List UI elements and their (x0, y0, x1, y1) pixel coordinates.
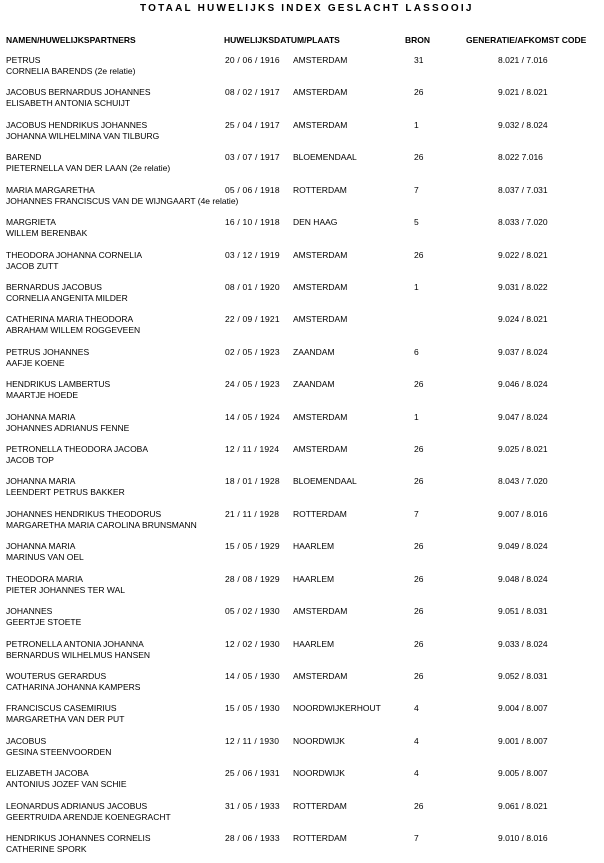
spouse-name: THEODORA JOHANNA CORNELIA (6, 250, 143, 260)
partner-name: ABRAHAM WILLEM ROGGEVEEN (6, 325, 141, 335)
record-row (0, 55, 604, 85)
source-number: 1 (414, 412, 419, 422)
generation-code: 8.037 / 7.031 (498, 185, 548, 195)
generation-code: 9.052 / 8.031 (498, 671, 548, 681)
record-row (0, 833, 604, 863)
source-number: 4 (414, 703, 419, 713)
source-number: 4 (414, 736, 419, 746)
marriage-place: ROTTERDAM (293, 509, 347, 519)
spouse-name: HENDRIKUS LAMBERTUS (6, 379, 111, 389)
marriage-date: 14 / 05 / 1924 (225, 412, 280, 422)
source-number: 26 (414, 541, 424, 551)
partner-name: BERNARDUS WILHELMUS HANSEN (6, 650, 151, 660)
marriage-place: ROTTERDAM (293, 801, 347, 811)
marriage-date: 12 / 02 / 1930 (225, 639, 280, 649)
marriage-date: 15 / 05 / 1929 (225, 541, 280, 551)
source-number: 26 (414, 606, 424, 616)
partner-name: PIETERNELLA VAN DER LAAN (2e relatie) (6, 163, 171, 173)
marriage-date: 02 / 05 / 1923 (225, 347, 280, 357)
spouse-name: WOUTERUS GERARDUS (6, 671, 107, 681)
record-row (0, 282, 604, 312)
marriage-place: BLOEMENDAAL (293, 152, 357, 162)
partner-name: CATHERINE SPORK (6, 844, 87, 854)
marriage-date: 03 / 12 / 1919 (225, 250, 280, 260)
partner-name: JOHANNA WILHELMINA VAN TILBURG (6, 131, 160, 141)
source-number: 7 (414, 185, 419, 195)
marriage-place: AMSTERDAM (293, 444, 348, 454)
marriage-date: 08 / 02 / 1917 (225, 87, 280, 97)
marriage-place: AMSTERDAM (293, 87, 348, 97)
source-number: 26 (414, 801, 424, 811)
marriage-place: DEN HAAG (293, 217, 338, 227)
marriage-date: 31 / 05 / 1933 (225, 801, 280, 811)
marriage-place: AMSTERDAM (293, 314, 348, 324)
partner-name: ELISABETH ANTONIA SCHUIJT (6, 98, 131, 108)
marriage-date: 16 / 10 / 1918 (225, 217, 280, 227)
record-row (0, 87, 604, 117)
spouse-name: PETRONELLA ANTONIA JOHANNA (6, 639, 144, 649)
marriage-date: 22 / 09 / 1921 (225, 314, 280, 324)
generation-code: 9.061 / 8.021 (498, 801, 548, 811)
spouse-name: JOHANNES HENDRIKUS THEODORUS (6, 509, 162, 519)
generation-code: 9.037 / 8.024 (498, 347, 548, 357)
marriage-place: BLOEMENDAAL (293, 476, 357, 486)
marriage-place: HAARLEM (293, 541, 335, 551)
record-row (0, 379, 604, 409)
generation-code: 8.043 / 7.020 (498, 476, 548, 486)
marriage-date: 25 / 04 / 1917 (225, 120, 280, 130)
record-row (0, 736, 604, 766)
generation-code: 9.005 / 8.007 (498, 768, 548, 778)
spouse-name: PETRUS (6, 55, 41, 65)
record-row (0, 120, 604, 150)
source-number: 26 (414, 639, 424, 649)
spouse-name: BAREND (6, 152, 42, 162)
marriage-place: NOORDWIJK (293, 768, 345, 778)
record-row (0, 412, 604, 442)
generation-code: 9.047 / 8.024 (498, 412, 548, 422)
source-number: 6 (414, 347, 419, 357)
record-row (0, 444, 604, 474)
generation-code: 9.022 / 8.021 (498, 250, 548, 260)
marriage-date: 28 / 06 / 1933 (225, 833, 280, 843)
marriage-place: NOORDWIJKERHOUT (293, 703, 381, 713)
spouse-name: JACOBUS (6, 736, 47, 746)
record-row (0, 703, 604, 733)
partner-name: JOHANNES ADRIANUS FENNE (6, 423, 130, 433)
partner-name: JACOB ZUTT (6, 261, 59, 271)
partner-name: MAARTJE HOEDE (6, 390, 79, 400)
generation-code: 9.049 / 8.024 (498, 541, 548, 551)
record-row (0, 671, 604, 701)
spouse-name: FRANCISCUS CASEMIRIUS (6, 703, 117, 713)
source-number: 26 (414, 379, 424, 389)
generation-code: 9.031 / 8.022 (498, 282, 548, 292)
partner-name: AAFJE KOENE (6, 358, 65, 368)
marriage-place: AMSTERDAM (293, 282, 348, 292)
marriage-date: 21 / 11 / 1928 (225, 509, 280, 519)
spouse-name: MARGRIETA (6, 217, 56, 227)
spouse-name: LEONARDUS ADRIANUS JACOBUS (6, 801, 148, 811)
generation-code: 9.051 / 8.031 (498, 606, 548, 616)
partner-name: LEENDERT PETRUS BAKKER (6, 487, 125, 497)
record-row (0, 801, 604, 831)
spouse-name: JOHANNA MARIA (6, 412, 76, 422)
spouse-name: CATHERINA MARIA THEODORA (6, 314, 134, 324)
spouse-name: PETRONELLA THEODORA JACOBA (6, 444, 149, 454)
source-number: 4 (414, 768, 419, 778)
marriage-place: AMSTERDAM (293, 606, 348, 616)
marriage-date: 20 / 06 / 1916 (225, 55, 280, 65)
record-row (0, 152, 604, 182)
record-row (0, 509, 604, 539)
marriage-date: 24 / 05 / 1923 (225, 379, 280, 389)
marriage-place: ZAANDAM (293, 379, 335, 389)
source-number: 5 (414, 217, 419, 227)
partner-name: PIETER JOHANNES TER WAL (6, 585, 126, 595)
generation-code: 9.001 / 8.007 (498, 736, 548, 746)
partner-name: JOHANNES FRANCISCUS VAN DE WIJNGAART (4e relatie) (6, 196, 239, 206)
marriage-place: HAARLEM (293, 639, 335, 649)
partner-name: CORNELIA BARENDS (2e relatie) (6, 66, 136, 76)
marriage-place: AMSTERDAM (293, 55, 348, 65)
marriage-place: ROTTERDAM (293, 833, 347, 843)
partner-name: GEERTRUIDA ARENDJE KOENEGRACHT (6, 812, 171, 822)
record-row (0, 347, 604, 377)
record-row (0, 476, 604, 506)
partner-name: MARGARETHA MARIA CAROLINA BRUNSMANN (6, 520, 197, 530)
generation-code: 9.046 / 8.024 (498, 379, 548, 389)
record-row (0, 606, 604, 636)
generation-code: 9.024 / 8.021 (498, 314, 548, 324)
column-header-names: NAMEN/HUWELIJKSPARTNERS (6, 35, 136, 45)
source-number: 26 (414, 250, 424, 260)
generation-code: 9.004 / 8.007 (498, 703, 548, 713)
record-row (0, 768, 604, 798)
record-row (0, 185, 604, 215)
partner-name: MARINUS VAN OEL (6, 552, 84, 562)
marriage-place: AMSTERDAM (293, 412, 348, 422)
marriage-place: NOORDWIJK (293, 736, 345, 746)
marriage-date: 28 / 08 / 1929 (225, 574, 280, 584)
record-row (0, 639, 604, 669)
marriage-date: 12 / 11 / 1930 (225, 736, 280, 746)
generation-code: 9.025 / 8.021 (498, 444, 548, 454)
record-row (0, 574, 604, 604)
marriage-date: 25 / 06 / 1931 (225, 768, 280, 778)
spouse-name: BERNARDUS JACOBUS (6, 282, 102, 292)
source-number: 26 (414, 152, 424, 162)
record-row (0, 314, 604, 344)
generation-code: 9.048 / 8.024 (498, 574, 548, 584)
marriage-date: 18 / 01 / 1928 (225, 476, 280, 486)
marriage-date: 05 / 02 / 1930 (225, 606, 280, 616)
marriage-place: HAARLEM (293, 574, 335, 584)
generation-code: 8.021 / 7.016 (498, 55, 548, 65)
marriage-date: 03 / 07 / 1917 (225, 152, 280, 162)
source-number: 7 (414, 509, 419, 519)
record-row (0, 250, 604, 280)
marriage-place: AMSTERDAM (293, 120, 348, 130)
partner-name: JACOB TOP (6, 455, 54, 465)
spouse-name: JOHANNA MARIA (6, 541, 76, 551)
source-number: 26 (414, 476, 424, 486)
generation-code: 8.022 7.016 (498, 152, 543, 162)
marriage-place: AMSTERDAM (293, 671, 348, 681)
generation-code: 9.007 / 8.016 (498, 509, 548, 519)
source-number: 26 (414, 574, 424, 584)
spouse-name: JACOBUS BERNARDUS JOHANNES (6, 87, 151, 97)
source-number: 26 (414, 671, 424, 681)
record-row (0, 217, 604, 247)
partner-name: GEERTJE STOETE (6, 617, 82, 627)
source-number: 26 (414, 444, 424, 454)
spouse-name: MARIA MARGARETHA (6, 185, 95, 195)
generation-code: 9.032 / 8.024 (498, 120, 548, 130)
spouse-name: JACOBUS HENDRIKUS JOHANNES (6, 120, 148, 130)
column-header-bron: BRON (405, 35, 431, 45)
marriage-date: 14 / 05 / 1930 (225, 671, 280, 681)
partner-name: ANTONIUS JOZEF VAN SCHIE (6, 779, 127, 789)
marriage-place: ZAANDAM (293, 347, 335, 357)
source-number: 26 (414, 87, 424, 97)
partner-name: GESINA STEENVOORDEN (6, 747, 112, 757)
marriage-place: ROTTERDAM (293, 185, 347, 195)
marriage-date: 15 / 05 / 1930 (225, 703, 280, 713)
source-number: 1 (414, 282, 419, 292)
spouse-name: THEODORA MARIA (6, 574, 83, 584)
spouse-name: HENDRIKUS JOHANNES CORNELIS (6, 833, 151, 843)
generation-code: 9.033 / 8.024 (498, 639, 548, 649)
page-title: TOTAAL HUWELIJKS INDEX GESLACHT LASSOOIJ (140, 3, 474, 14)
generation-code: 9.021 / 8.021 (498, 87, 548, 97)
generation-code: 9.010 / 8.016 (498, 833, 548, 843)
marriage-place: AMSTERDAM (293, 250, 348, 260)
spouse-name: JOHANNA MARIA (6, 476, 76, 486)
spouse-name: PETRUS JOHANNES (6, 347, 90, 357)
marriage-date: 12 / 11 / 1924 (225, 444, 280, 454)
spouse-name: ELIZABETH JACOBA (6, 768, 89, 778)
source-number: 31 (414, 55, 424, 65)
spouse-name: JOHANNES (6, 606, 53, 616)
partner-name: WILLEM BERENBAK (6, 228, 88, 238)
column-header-date-place: HUWELIJKSDATUM/PLAATS (224, 35, 340, 45)
partner-name: CATHARINA JOHANNA KAMPERS (6, 682, 141, 692)
record-row (0, 541, 604, 571)
marriage-date: 05 / 06 / 1918 (225, 185, 280, 195)
partner-name: CORNELIA ANGENITA MILDER (6, 293, 128, 303)
generation-code: 8.033 / 7.020 (498, 217, 548, 227)
partner-name: MARGARETHA VAN DER PUT (6, 714, 125, 724)
source-number: 7 (414, 833, 419, 843)
marriage-date: 08 / 01 / 1920 (225, 282, 280, 292)
column-header-generatie: GENERATIE/AFKOMST CODE (466, 35, 587, 45)
source-number: 1 (414, 120, 419, 130)
